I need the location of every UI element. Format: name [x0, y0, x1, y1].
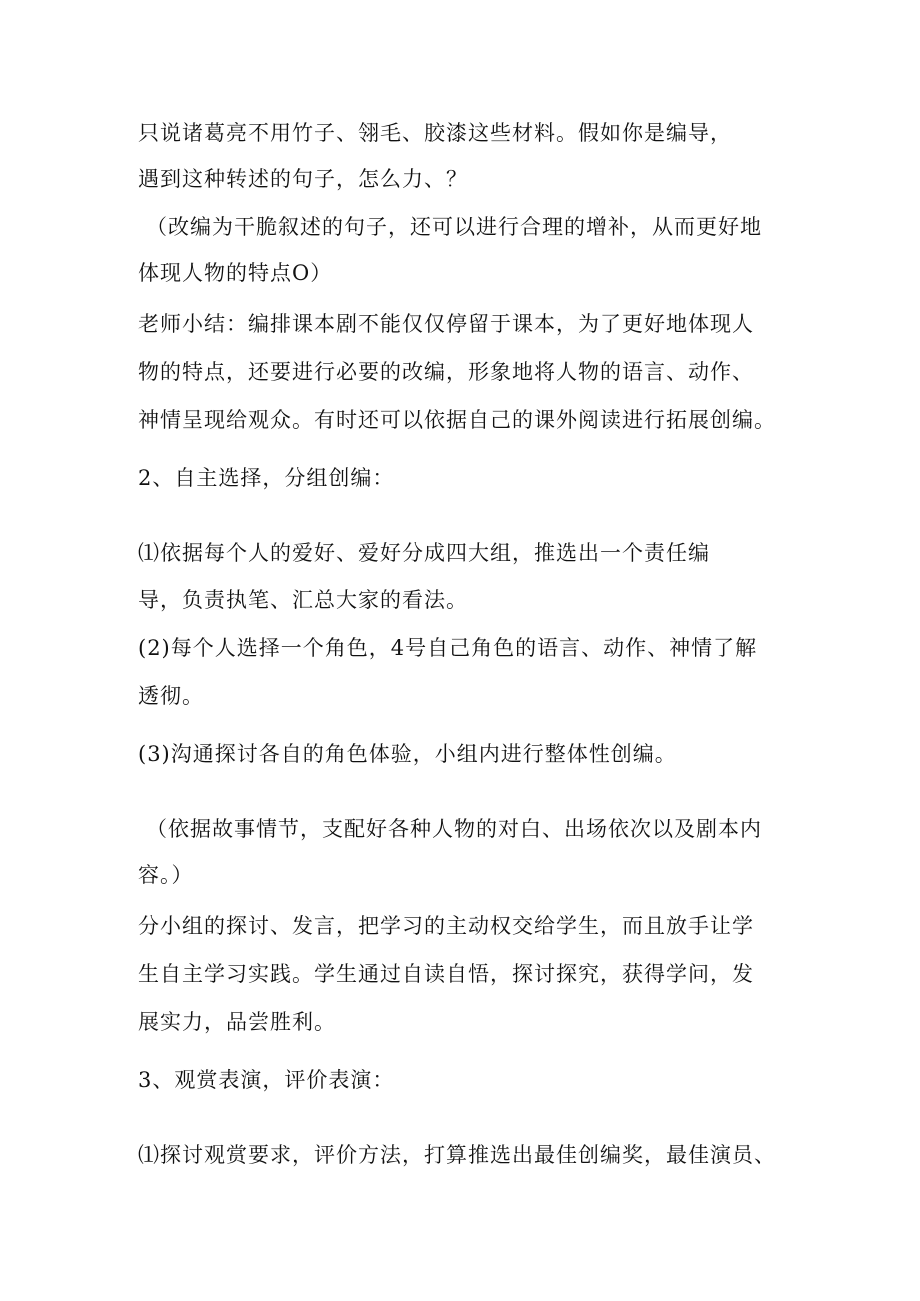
text-line: ⑴探讨观赏要求，评价方法，打算推选出最佳创编奖，最佳演员、 — [138, 1143, 776, 1167]
text-line: 导，负责执笔、汇总大家的看法。 — [138, 588, 468, 612]
section-heading: 3、观赏表演，评价表演： — [138, 1068, 395, 1092]
text-line: 展实力，品尝胜利。 — [138, 1010, 336, 1034]
text-line: 分小组的探讨、发言，把学习的主动权交给学生，而且放手让学 — [138, 914, 754, 938]
text-line: (2)每个人选择一个角色，4号自己角色的语言、动作、神情了解 — [138, 636, 758, 660]
text-line: (3)沟通探讨各自的角色体验，小组内进行整体性创编。 — [138, 742, 677, 766]
text-line: ⑴依据每个人的爱好、爱好分成四大组，推选出一个责任编 — [138, 541, 710, 565]
text-line: 体现人物的特点O） — [138, 261, 333, 285]
text-line: （改编为干脆叙述的句子，还可以进行合理的增补，从而更好地 — [146, 215, 762, 239]
text-line: 老师小结：编排课本剧不能仅仅停留于课本，为了更好地体现人 — [138, 312, 754, 336]
text-line: 神情呈现给观众。有时还可以依据自己的课外阅读进行拓展创编。 — [138, 408, 776, 432]
text-line: 只说诸葛亮不用竹子、翎毛、胶漆这些材料。假如你是编导， — [138, 121, 732, 145]
section-heading: 2、自主选择，分组创编： — [138, 466, 395, 490]
text-line: 遇到这种转述的句子，怎么力、？ — [138, 167, 468, 191]
text-line: 容。） — [138, 863, 194, 887]
text-line: （依据故事情节，支配好各种人物的对白、出场依次以及剧本内 — [146, 817, 762, 841]
text-line: 透彻。 — [138, 684, 204, 708]
text-line: 生自主学习实践。学生通过自读自悟，探讨探究，获得学问，发 — [138, 962, 754, 986]
text-line: 物的特点，还要进行必要的改编，形象地将人物的语言、动作、 — [138, 360, 754, 384]
